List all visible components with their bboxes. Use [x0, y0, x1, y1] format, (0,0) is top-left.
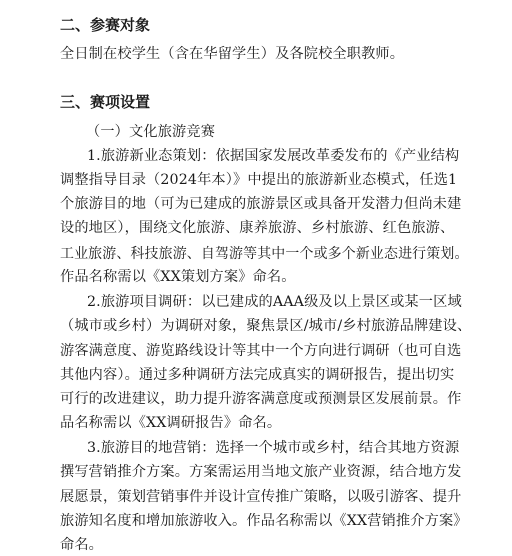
- paragraph-line: 可行的改进建议，助力提升游客满意度或预测景区发展前景。作: [60, 391, 462, 407]
- section-3-heading: 三、赛项设置: [60, 93, 151, 111]
- paragraph-line: （城市或乡村）为调研对象，聚焦景区/城市/乡村旅游品牌建设、: [60, 318, 472, 334]
- section-2-heading: 二、参赛对象: [60, 16, 151, 34]
- paragraph-line: 1.旅游新业态策划：依据国家发展改革委发布的《产业结构: [87, 148, 460, 164]
- paragraph-line: 设的地区），围绕文化旅游、康养旅游、乡村旅游、红色旅游、: [60, 220, 455, 236]
- paragraph-line: 2.旅游项目调研：以已建成的AAA级及以上景区或某一区域: [87, 294, 462, 310]
- paragraph-line: 3.旅游目的地营销：选择一个城市或乡村，结合其地方资源: [87, 440, 460, 456]
- paragraph-line: 工业旅游、科技旅游、自驾游等其中一个或多个新业态进行策划。: [60, 246, 469, 262]
- paragraph-line: 个旅游目的地（可为已建成的旅游景区或具备开发潜力但尚未建: [60, 196, 462, 212]
- paragraph-line: 撰写营销推介方案。方案需运用当地文旅产业资源，结合地方发: [60, 464, 462, 480]
- paragraph-line: 作品名称需以《XX策划方案》命名。: [60, 269, 296, 285]
- subsection-1-heading: （一）文化旅游竞赛: [86, 124, 216, 140]
- section-2-text: 全日制在校学生（含在华留学生）及各院校全职教师。: [60, 46, 405, 62]
- paragraph-line: 命名。: [60, 537, 104, 553]
- paragraph-line: 展愿景，策划营销事件并设计宣传推广策略，以吸引游客、提升: [60, 489, 462, 505]
- paragraph-line: 旅游知名度和增加旅游收入。作品名称需以《XX营销推介方案》: [60, 513, 468, 529]
- paragraph-line: 其他内容）。通过多种调研方法完成真实的调研报告，提出切实: [60, 367, 455, 383]
- paragraph-line: 调整指导目录（2024年本）》中提出的旅游新业态模式，任选1: [60, 172, 458, 188]
- paragraph-line: 游客满意度、游览路线设计等其中一个方向进行调研（也可自选: [60, 343, 462, 359]
- paragraph-line: 品名称需以《XX调研报告》命名。: [60, 415, 282, 431]
